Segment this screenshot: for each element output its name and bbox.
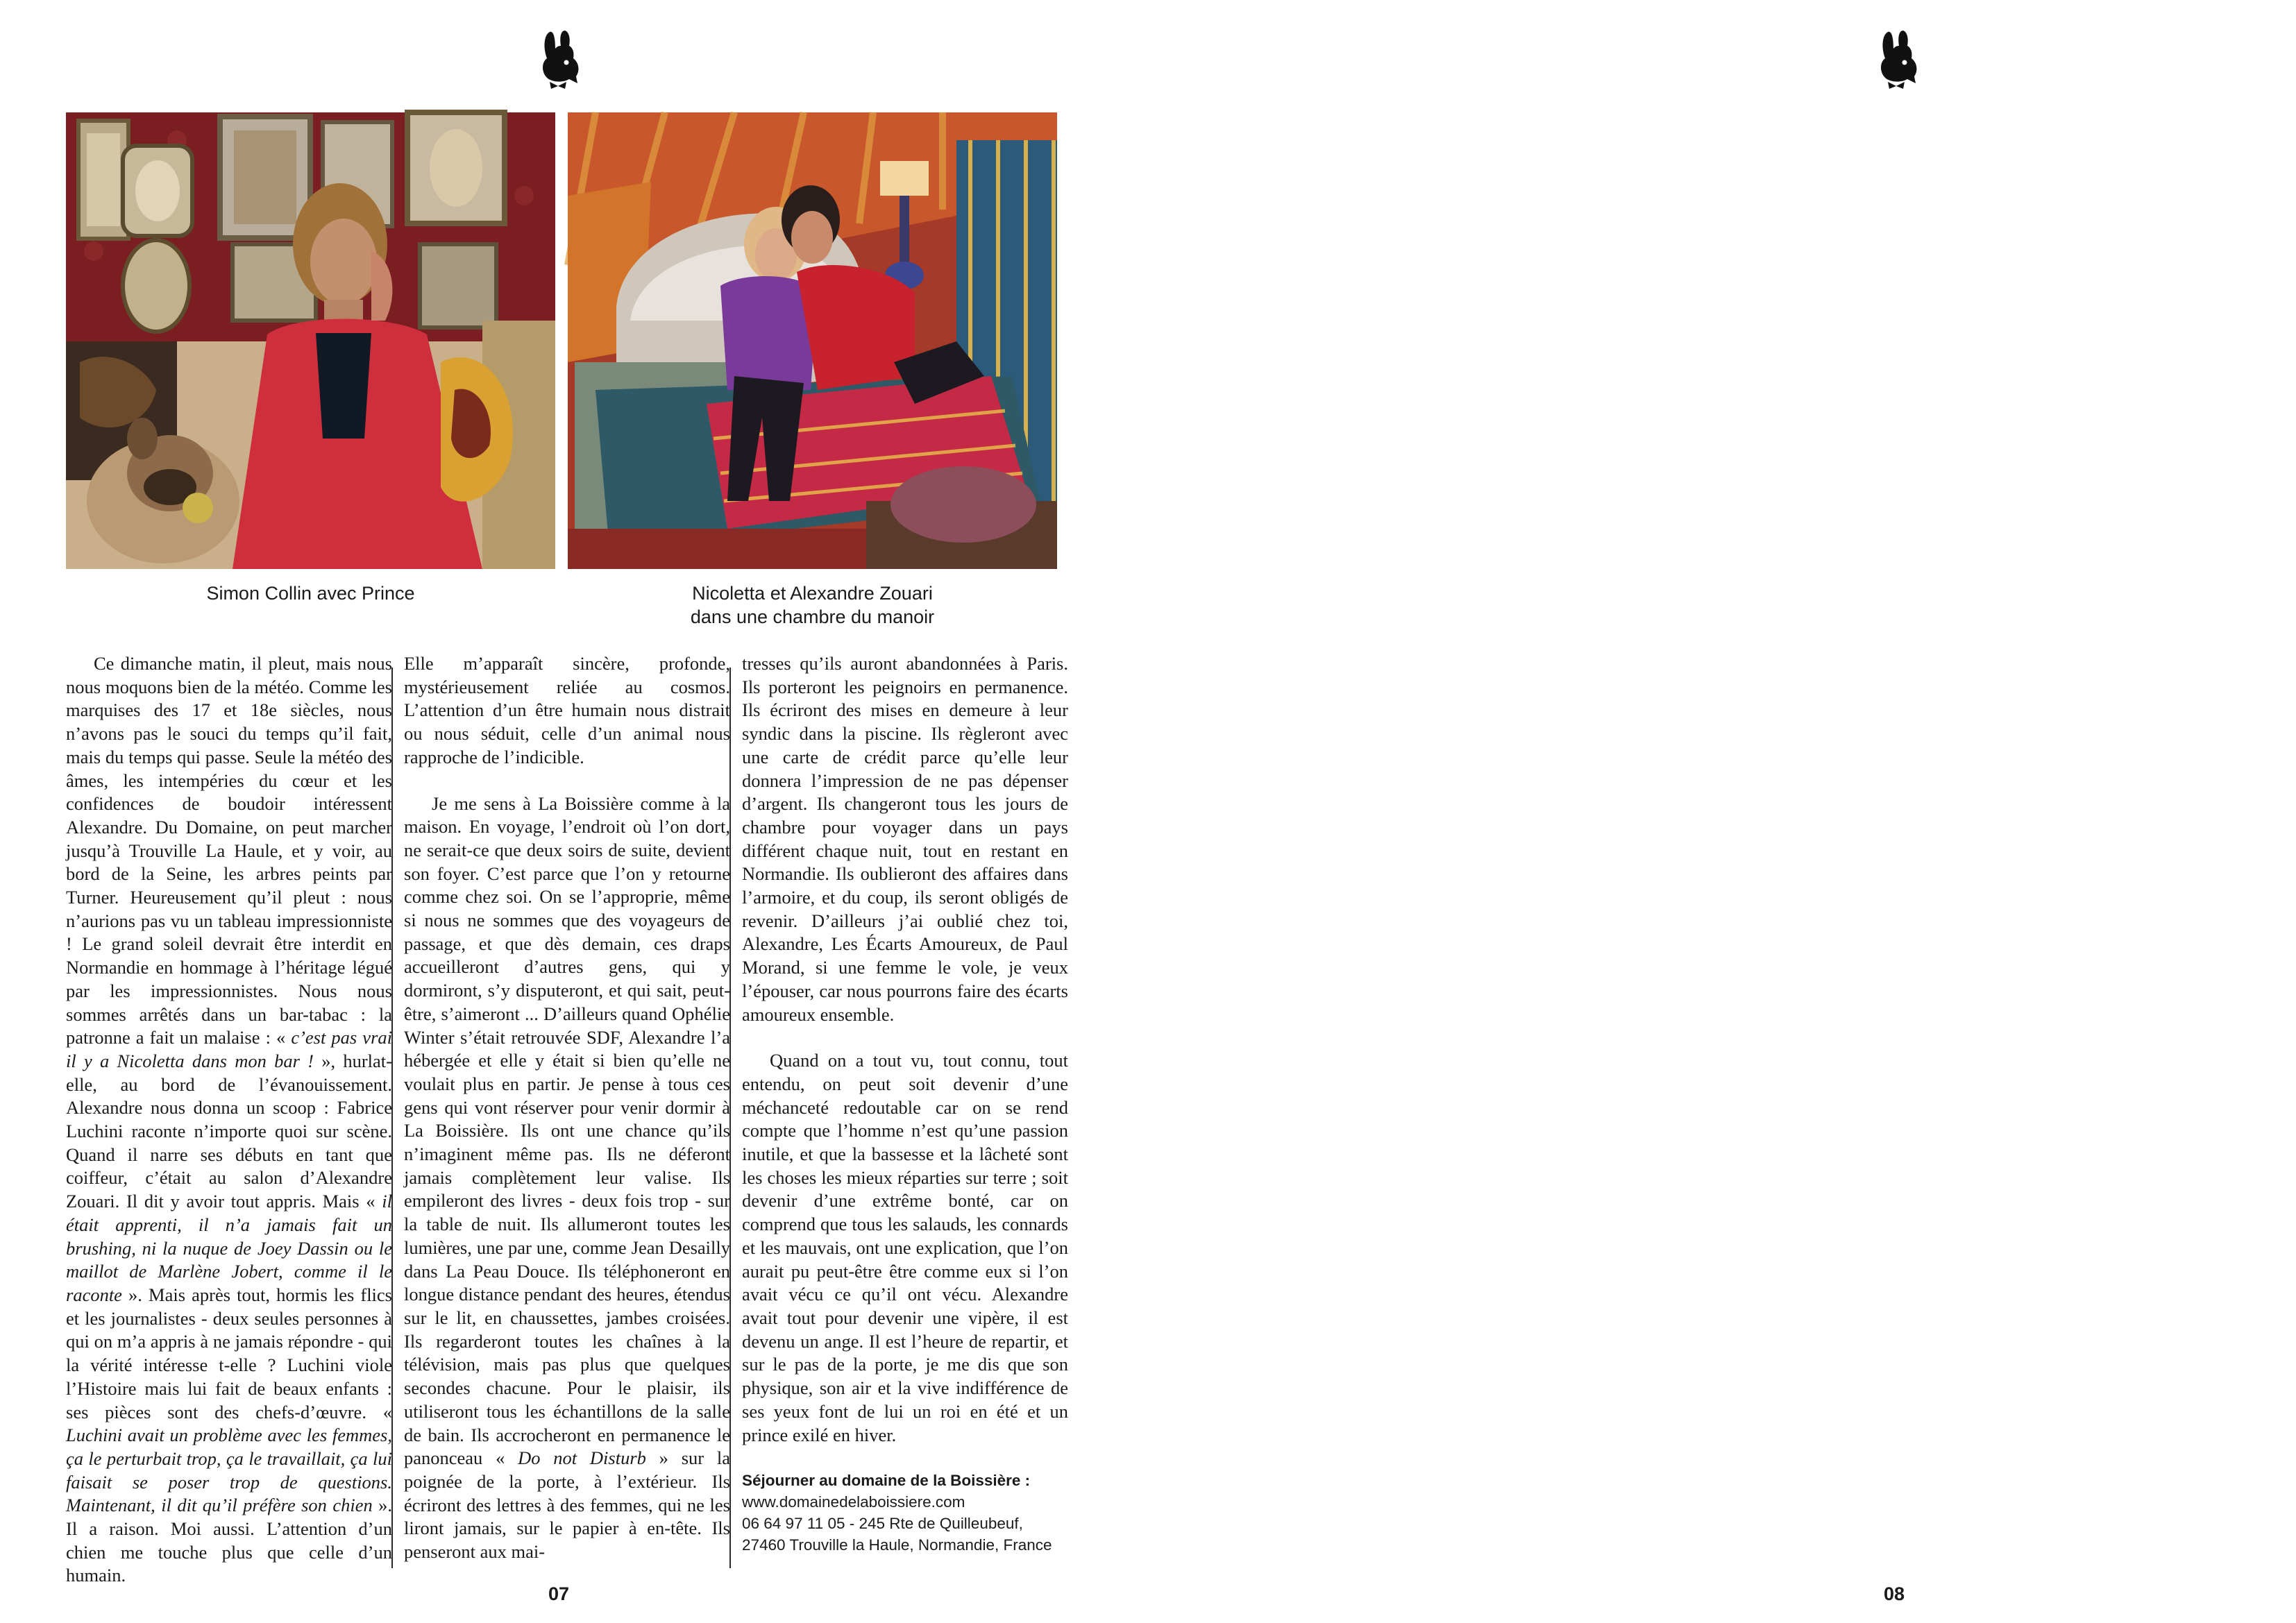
bunny-head-icon [1873, 28, 1923, 90]
info-box [742, 1470, 1068, 1556]
photo-simon-collin [66, 112, 555, 569]
quote-italic: c’est pas vrai il y a Nicoletta dans mon bar ! [66, 1027, 392, 1071]
photo-nicoletta-alexandre [568, 112, 1057, 569]
article-paragraph: Quand on a tout vu, tout connu, tout entendu, on peut soit devenir d’une méchanceté redoutable car on se rend compte que l’homme n’est qu’une passion inutile, et que la bassesse et la lâcheté sont les choses les mieux réparties sur terre ; soit devenir d’une extrême bonté, car on comprend que tous les salauds, les connards et les mauvais, ont une explication, que l’on aurait pu peut-être être comme eux si l’on avait vécu ce qu’il ont vécu. Alexandre avait tout pour devenir une vipère, il est devenu un ange. Il est l’heure de repartir, et sur le pas de la porte, je me dis que son physique, son air et la vive indifférence de ses yeux font de lui un roi en été et un prince exilé en hiver. [742, 1050, 1068, 1445]
quote-italic: Do not Disturb [505, 1447, 646, 1469]
caption-line-2: dans une chambre du manoir [690, 606, 935, 627]
article-paragraph: Ce dimanche matin, il pleut, mais nous nous moquons bien de la météo. Comme les marquises des 17 et 18e siècles, nous n’avons pas le souci du temps qu’il fait, mais du temps qui passe. Seule la météo des âmes, les intempéries du cœur et les confidences de boudoir intéressent Alexandre. Du Domaine, on peut marcher jusqu’à Trouville La Haule, et y voir, au bord de la Seine, les arbres peints par Turner. Heureusement qu’il pleut : nous n’aurions pas vu un tableau impressionniste ! Le grand soleil devrait être interdit en Normandie en hommage à l’héritage légué par les impressionnistes. Nous nous sommes arrêtés dans un bar-tabac : la patronne a fait un malaise : « c’est pas vrai il y a Nicoletta dans mon bar ! », hurlat-elle, au bord de l’évanouissement. Alexandre nous donna un scoop : Fabrice Luchini raconte n’importe quoi sur scène. Quand il narre ses débuts en tant que coiffeur, c’était au salon d’Alexandre Zouari. Il dit y avoir tout appris. Mais « il était apprenti, il n’a jamais fait un brushing, ni la nuque de Joey Dassin ou le maillot de Marlène Jobert, comme il le raconte ». Mais après tout, hormis les flics et les journalistes - deux seules personnes à qui on m’a appris à ne jamais répondre - qui la vérité intéresse t-elle ? Luchini viole l’Histoire mais lui fait de beaux enfants : ses pièces sont des chefs-d’œuvre. « Luchini avait un problème avec les femmes, ça le perturbait trop, ça le travaillait, ça lui faisait se poser trop de questions. Maintenant, il dit qu’il préfère son chien ». Il a raison. Moi aussi. L’attention d’un chien me touche plus que celle d’un humain. [66, 653, 392, 1586]
article-column-3 [742, 652, 1068, 1568]
caption-line-1: Nicoletta et Alexandre Zouari [692, 583, 933, 604]
info-city: 27460 Trouville la Haule, Normandie, France [742, 1536, 1052, 1554]
page-08 [1148, 0, 2296, 1623]
article-column-1 [66, 652, 392, 1586]
article-paragraph: Je me sens à La Boissière comme à la maison. En voyage, l’endroit où l’on dort, ne serait-ce que deux soirs de suite, devient son foyer. C’est parce que l’on y retourne comme chez soi. On se l’approprie, même si nous ne sommes que des voyageurs de passage, et que dès demain, ces draps accueilleront d’autres gens, qui y dormiront, s’y disputeront, et qui sait, peut-être, s’aimeront ... D’ailleurs quand Ophélie Winter s’était retrouvée SDF, Alexandre l’a hébergée et elle y était si bien qu’elle ne voulait plus en partir. Je pense à tous ces gens qui vont réserver pour venir dormir à La Boissière. Ils ont une chance qu’ils n’imaginent même pas. Ils ne déferont jamais complètement leur valise. Ils empileront des livres - deux fois trop - sur la table de nuit. Ils allumeront toutes les lumières, une par une, comme Jean Desailly dans La Peau Douce. Ils téléphoneront en longue distance pendant des heures, étendus sur le lit, en chaussettes, jambes croisées. Ils regarderont toutes les chaînes à la télévision, mais pas plus que quelques secondes chacune. Pour le plaisir, ils utiliseront tous les échantillons de la salle de bain. Ils accrocheront en permanence le panonceau « Do not Disturb » sur la poignée de la porte, à l’extérieur. Ils écriront des lettres à des femmes, qui ne les liront jamais, sur le papier à en-tête. Ils penseront aux mai- [404, 792, 730, 1563]
info-title: Séjourner au domaine de la Boissière : [742, 1472, 1031, 1490]
info-phone-address: 06 64 97 11 05 - 245 Rte de Quilleubeuf, [742, 1515, 1023, 1533]
page-number: 07 [548, 1583, 570, 1604]
caption-photo-right [568, 581, 1057, 629]
caption-text: Simon Collin avec Prince [206, 583, 415, 604]
page-number: 08 [1884, 1583, 1905, 1604]
article-paragraph: tresses qu’ils auront abandonnées à Paris. Ils porteront les peignoirs en permanence. Ils écriront des mises en demeure à leur syndic dans la piscine. Ils règleront avec une carte de crédit parce qu’elle leur donnera l’impression de ne pas dépenser d’argent. Ils changeront tous les jours de chambre pour voyager dans un pays différent chaque nuit, tout en restant en Normandie. Ils oublieront des affaires dans l’armoire, et du coup, ils seront obligés de revenir. D’ailleurs j’ai oublié chez toi, Alexandre, Les Écarts Amoureux, de Paul Morand, si une femme le vole, je veux l’épouser, car nous pourrons faire des écarts amoureux ensemble. [742, 653, 1068, 1025]
article-paragraph: Elle m’apparaît sincère, profonde, mystérieusement reliée au cosmos. L’attention d’un être humain nous distrait ou nous séduit, celle d’un animal nous rapproche de l’indicible. [404, 653, 730, 767]
article-column-2 [404, 652, 730, 1568]
info-website: www.domainedelaboissiere.com [742, 1493, 965, 1511]
quote-italic: il était apprenti, il n’a jamais fait un brushing, ni la nuque de Joey Dassin ou le maillot de Marlène Jobert, comme il le raconte [66, 1191, 392, 1305]
quote-italic: Luchini avait un problème avec les femmes, ça le perturbait trop, ça le travaillait, ça lui faisait se poser trop de questions. Maintenant, il dit qu’il préfère son chien [66, 1425, 392, 1516]
caption-photo-left [66, 581, 555, 605]
bunny-head-icon [534, 28, 584, 90]
